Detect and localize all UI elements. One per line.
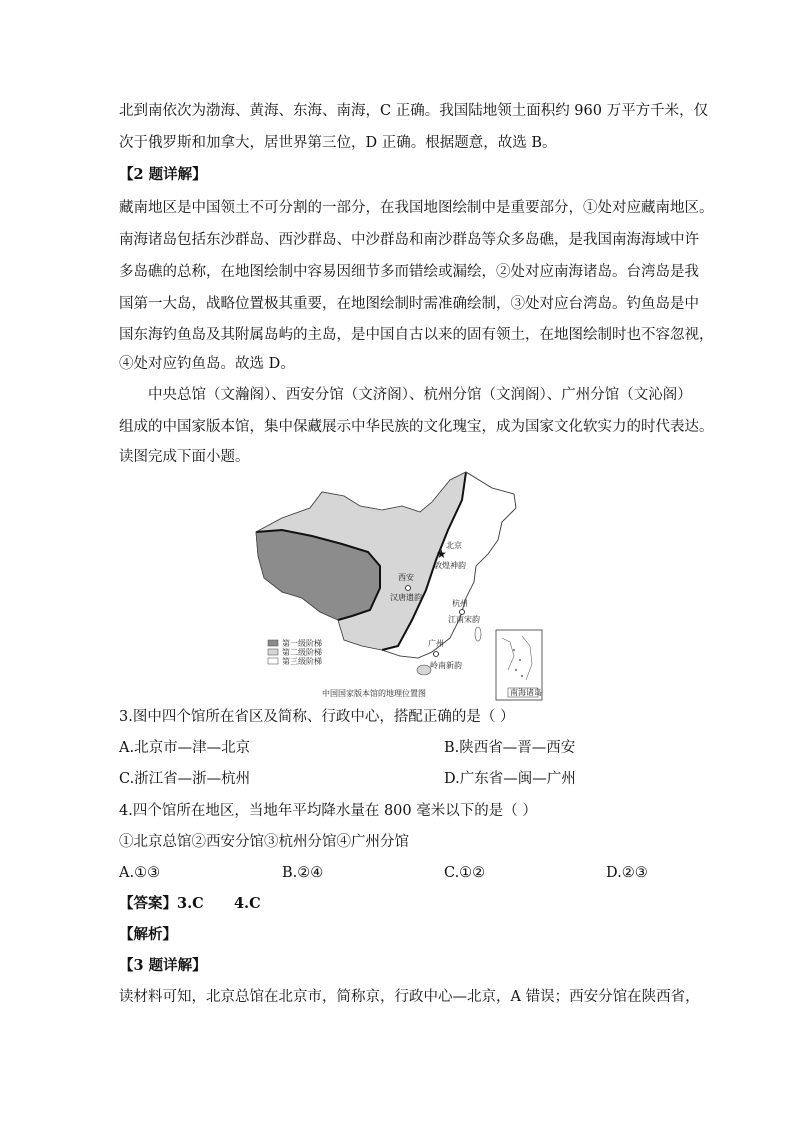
intro-line: 中央总馆（文瀚阁）、西安分馆（文济阁）、杭州分馆（文润阁）、广州分馆（文沁阁） — [148, 387, 692, 403]
q3-option-b[interactable]: B.陕西省—晋—西安 — [444, 740, 576, 756]
text-line: 国第一大岛，战略位置极其重要，在地图绘制时需准确绘制，③处对应台湾岛。钓鱼岛是中 — [119, 296, 699, 312]
map-label-beijing-sub: 敦煌神韵 — [434, 561, 466, 570]
text-line: 藏南地区是中国领土不可分割的一部分，在我国地图绘制中是重要部分，①处对应藏南地区。 — [119, 200, 714, 216]
q4-option-d[interactable]: D.②③ — [606, 865, 648, 881]
question-4-items: ①北京总馆②西安分馆③杭州分馆④广州分馆 — [119, 834, 409, 850]
text-line: 北到南依次为渤海、黄海、东海、南海，C 正确。我国陆地领土面积约 960 万平方千米，仅 — [119, 103, 709, 119]
analysis-heading: 【解析】 — [119, 926, 177, 943]
intro-line: 读图完成下面小题。 — [119, 449, 250, 465]
xian-point — [406, 586, 411, 591]
q4-option-c[interactable]: C.①② — [444, 865, 486, 881]
legend-label-3: 第三级阶梯 — [282, 657, 322, 666]
map-label-guangzhou: 广州 — [428, 639, 444, 648]
q3-option-c[interactable]: C.浙江省—浙—杭州 — [119, 771, 251, 787]
map-label-beijing: 北京 — [446, 541, 462, 550]
q4-option-a[interactable]: A.①③ — [119, 865, 161, 881]
guangzhou-point — [434, 652, 439, 657]
china-map — [252, 470, 547, 702]
legend-swatch-2 — [268, 649, 278, 655]
hangzhou-point — [460, 610, 465, 615]
map-label-xian-sub: 汉唐遗韵 — [390, 593, 422, 602]
text-line: 南海诸岛包括东沙群岛、西沙群岛、中沙群岛和南沙群岛等众多岛礁，是我国南海海域中许 — [119, 232, 699, 248]
map-legend — [268, 638, 322, 666]
question-4-stem: 4.四个馆所在地区，当地年平均降水量在 800 毫米以下的是（ ） — [119, 803, 537, 819]
text-line: 次于俄罗斯和加拿大，居世界第三位，D 正确。根据题意，故选 B。 — [119, 135, 557, 151]
map-caption: 中国国家版本馆的地理位置图 — [322, 689, 426, 698]
taiwan-island — [475, 627, 481, 641]
text-line: 国东海钓鱼岛及其附属岛屿的主岛，是中国自古以来的固有领土，在地图绘制时也不容忽视， — [119, 327, 714, 343]
section-heading: 【2 题详解】 — [119, 166, 207, 183]
legend-label-2: 第二级阶梯 — [282, 648, 322, 657]
map-label-xian: 西安 — [398, 573, 414, 582]
south-china-sea-inset — [496, 630, 542, 700]
map-label-hangzhou: 杭州 — [452, 599, 468, 608]
hainan-island — [417, 665, 431, 675]
answer-line: 【答案】3.C 4.C — [119, 895, 261, 912]
text-line: ④处对应钓鱼岛。故选 D。 — [119, 356, 295, 372]
map-figure — [252, 470, 547, 702]
star-icon: ★ — [436, 547, 447, 561]
question-3-stem: 3.图中四个馆所在省区及简称、行政中心，搭配正确的是（ ） — [119, 709, 515, 725]
intro-line: 组成的中国家版本馆，集中保藏展示中华民族的文化瑰宝，成为国家文化软实力的时代表达。 — [119, 419, 714, 435]
legend-label-1: 第一级阶梯 — [282, 639, 322, 648]
map-label-guangzhou-sub: 岭南新韵 — [430, 661, 462, 670]
q3-detail-heading: 【3 题详解】 — [119, 957, 207, 974]
q4-option-b[interactable]: B.②④ — [282, 865, 324, 881]
legend-swatch-1 — [268, 640, 278, 646]
inset-label: 南海诸岛 — [510, 688, 542, 697]
legend-swatch-3 — [268, 658, 278, 664]
text-line: 多岛礁的总称，在地图绘制中容易因细节多而错绘或漏绘，②处对应南海诸岛。台湾岛是我 — [119, 264, 699, 280]
text-line: 读材料可知，北京总馆在北京市，简称京，行政中心—北京，A 错误；西安分馆在陕西省， — [119, 989, 700, 1005]
map-label-hangzhou-sub: 江南宋韵 — [448, 615, 480, 624]
q3-option-a[interactable]: A.北京市—津—北京 — [119, 740, 251, 756]
q3-option-d[interactable]: D.广东省—闽—广州 — [444, 771, 576, 787]
